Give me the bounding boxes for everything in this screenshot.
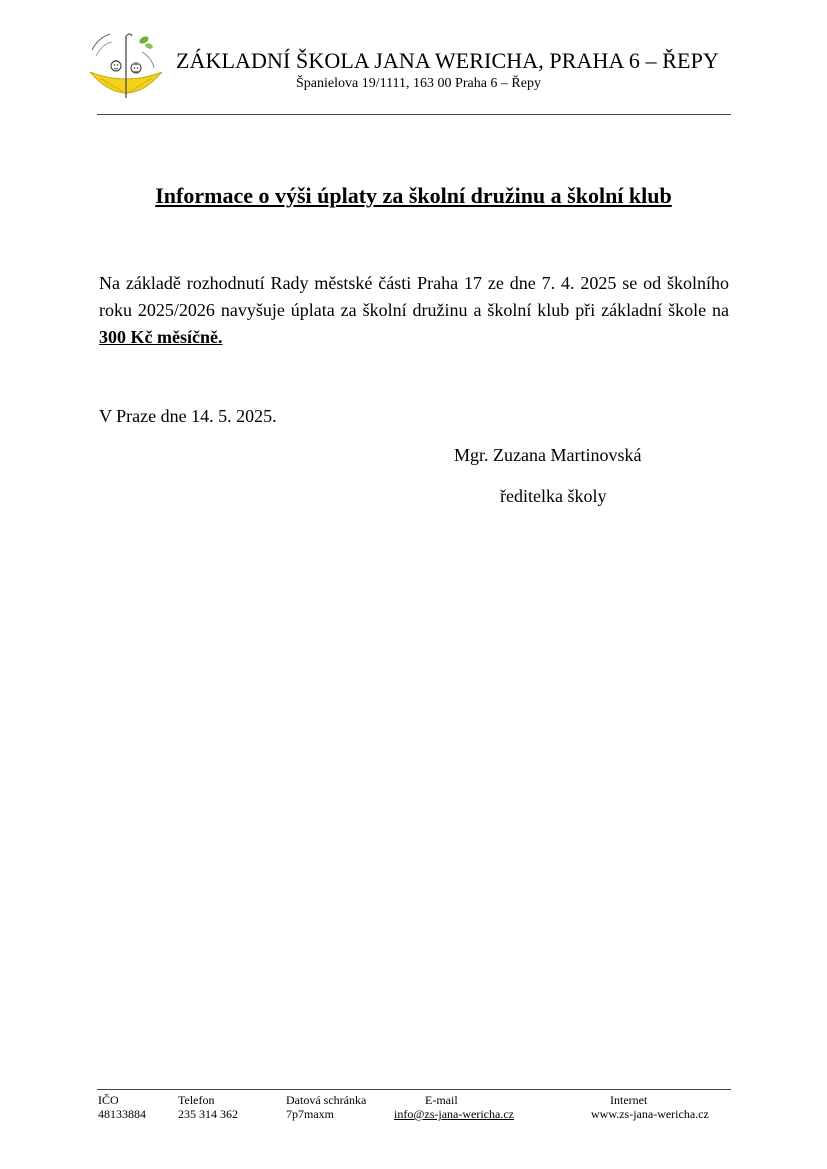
footer-phone-value: 235 314 362 — [178, 1107, 238, 1121]
footer-divider — [97, 1089, 731, 1090]
signature-name: Mgr. Zuzana Martinovská — [454, 445, 642, 465]
footer-databox-value: 7p7maxm — [286, 1107, 334, 1121]
footer-ico-label: IČO — [98, 1093, 119, 1107]
footer-email-link[interactable]: info@zs-jana-wericha.cz — [394, 1107, 514, 1121]
fee-amount: 300 Kč měsíčně. — [99, 327, 223, 347]
header-divider — [97, 114, 731, 115]
footer-email-label: E-mail — [425, 1093, 458, 1107]
school-name: ZÁKLADNÍ ŠKOLA JANA WERICHA, PRAHA 6 – ŘEPY — [176, 48, 719, 73]
school-address: Španielova 19/1111, 163 00 Praha 6 – Řepy — [296, 76, 541, 91]
footer-ico-value: 48133884 — [98, 1107, 146, 1121]
footer-databox-label: Datová schránka — [286, 1093, 367, 1107]
footer-website[interactable]: www.zs-jana-wericha.cz — [591, 1107, 709, 1121]
date-line: V Praze dne 14. 5. 2025. — [99, 406, 277, 426]
announcement-paragraph — [99, 270, 729, 351]
signature-role: ředitelka školy — [500, 486, 607, 506]
school-logo — [86, 28, 166, 104]
announcement-text: Na základě rozhodnutí Rady městské části Praha 17 ze dne 7. 4. 2025 se od školního roku 2025/2026 navyšuje úplata za školní družinu a školní klub při základní škole na — [99, 273, 729, 320]
footer-internet-label: Internet — [610, 1093, 648, 1107]
footer-phone-label: Telefon — [178, 1093, 215, 1107]
document-title: Informace o výši úplaty za školní družinu a školní klub — [155, 183, 672, 208]
